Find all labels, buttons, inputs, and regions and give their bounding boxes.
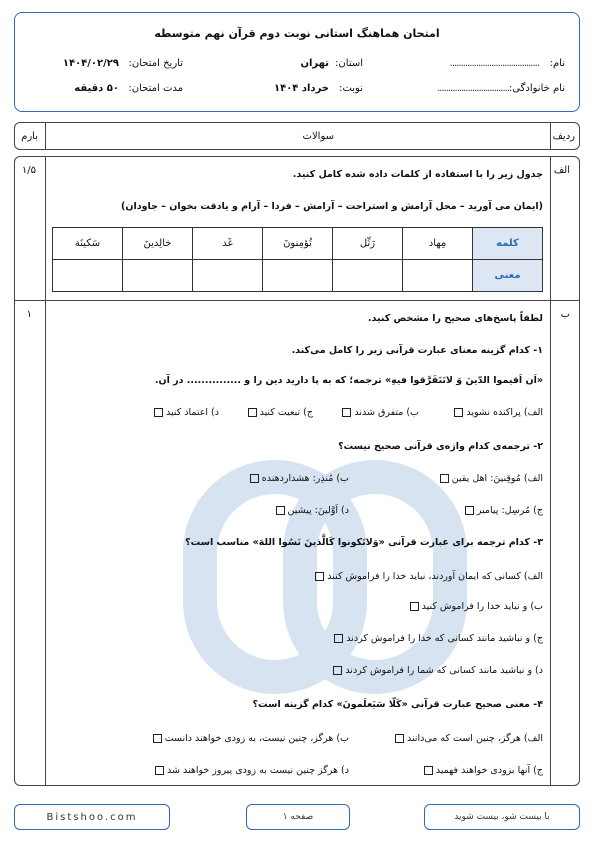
- question-1: ۱- کدام گزینه معنای عبارت قرآنی زیر را کامل می‌کند.: [291, 345, 543, 356]
- date-value: ۱۴۰۴/۰۲/۲۹: [62, 58, 119, 69]
- checkbox[interactable]: [395, 734, 404, 743]
- col-score-label: بارم: [21, 131, 38, 142]
- family-label: نام خانوادگی:: [508, 83, 565, 94]
- column-header: [14, 122, 580, 150]
- checkbox[interactable]: [342, 408, 351, 417]
- header-row-1: نام: ......................................... استان: تهران تاریخ امتحان: ۱۴۰۴/۰۲/۲۹: [62, 58, 565, 69]
- checkbox[interactable]: [248, 408, 257, 417]
- section-b-row: ب: [560, 309, 570, 320]
- question-4: ۴- معنی صحیح عبارت قرآنی «کَلّا سَیَعلَمونَ» کدام گزینه است؟: [252, 699, 543, 710]
- checkbox[interactable]: [315, 572, 324, 581]
- province-label: استان:: [335, 58, 363, 69]
- col-row-label: ردیف: [552, 131, 575, 142]
- meaning-cell[interactable]: [193, 260, 263, 292]
- table-row: [53, 228, 543, 260]
- q2-option-d[interactable]: د) اَوَّلینَ: پیشین: [273, 505, 349, 516]
- name-label: نام:: [549, 58, 565, 69]
- q1-option-b[interactable]: ب) متفرق شدند: [339, 407, 419, 418]
- checkbox[interactable]: [334, 634, 343, 643]
- checkbox[interactable]: [465, 506, 474, 515]
- checkbox[interactable]: [276, 506, 285, 515]
- meaning-cell[interactable]: [333, 260, 403, 292]
- q3-option-a[interactable]: الف) کسانی که ایمان آوردند، نباید خدا را فراموش کنند: [312, 571, 543, 582]
- province-value: تهران: [300, 58, 329, 69]
- exam-title: امتحان هماهنگ استانی نوبت دوم قرآن نهم متوسطه: [154, 27, 440, 40]
- header-row-2: نام خانوادگی: ................................. نوبت: خرداد ۱۴۰۴ مدت امتحان: ۵۰ دقیقه: [74, 83, 565, 94]
- question-1-verse: «اَن اَقیموا الدّینَ وَ لاتَتَفَرَّقوا فیهِ» ترجمه؛ که به پا دارید دین را و ............... در آن.: [154, 375, 543, 386]
- question-2: ۲- ترجمه‌ی کدام واژه‌ی قرآنی صحیح نیست؟: [338, 441, 543, 452]
- meaning-header: معنی: [473, 260, 543, 292]
- q2-option-b[interactable]: ب) مُنذِر: هشداردهنده: [247, 473, 349, 484]
- q3-option-d[interactable]: د) و نباشید مانند کسانی که شما را فراموش کردند: [330, 665, 543, 676]
- meaning-cell[interactable]: [123, 260, 193, 292]
- vocabulary-table: [52, 227, 543, 292]
- section-b-score: ۱: [26, 309, 32, 320]
- section-b-instruction: لطفاً پاسخ‌های صحیح را مشخص کنید.: [367, 313, 543, 324]
- word-cell: تُؤمِنونَ: [263, 228, 333, 260]
- meaning-cell[interactable]: [263, 260, 333, 292]
- q4-option-c[interactable]: ج) آنها بزودی خواهند فهمید: [421, 765, 543, 776]
- q4-option-d[interactable]: د) هرگز چنین نیست به زودی پیروز خواهند شد: [152, 765, 349, 776]
- q2-option-a[interactable]: الف) مُوقِنینَ: اهل یقین: [437, 473, 543, 484]
- questions-box: [14, 156, 580, 786]
- q1-option-d[interactable]: د) اعتماد کنید: [151, 407, 219, 418]
- checkbox[interactable]: [410, 602, 419, 611]
- meaning-cell[interactable]: [53, 260, 123, 292]
- checkbox[interactable]: [154, 408, 163, 417]
- q1-option-a[interactable]: الف) پراکنده نشوید: [451, 407, 543, 418]
- page-number: صفحه ۱: [246, 804, 350, 830]
- word-header: کلمه: [473, 228, 543, 260]
- checkbox[interactable]: [250, 474, 259, 483]
- word-cell: سَکینَة: [53, 228, 123, 260]
- word-cell: خالِدینَ: [123, 228, 193, 260]
- word-cell: رَتِّل: [333, 228, 403, 260]
- turn-label: نوبت:: [339, 83, 363, 94]
- q4-option-b[interactable]: ب) هرگز، چنین نیست، به زودی خواهند دانست: [150, 733, 349, 744]
- checkbox[interactable]: [424, 766, 433, 775]
- q1-option-c[interactable]: ج) تبعیت کنید: [245, 407, 313, 418]
- section-a-row: الف: [553, 165, 570, 176]
- word-cell: مِهاد: [403, 228, 473, 260]
- section-a-score: ۱/۵: [21, 165, 36, 176]
- q3-option-b[interactable]: ب) و نباید خدا را فراموش کنید: [407, 601, 543, 612]
- site-link[interactable]: Bistshoo.com: [14, 804, 170, 830]
- footer-slogan: با بیست شو، بیست شوید: [424, 804, 580, 830]
- duration-value: ۵۰ دقیقه: [74, 83, 119, 94]
- duration-label: مدت امتحان:: [128, 83, 183, 94]
- table-row: [53, 260, 543, 292]
- checkbox[interactable]: [333, 666, 342, 675]
- checkbox[interactable]: [153, 734, 162, 743]
- date-label: تاریخ امتحان:: [128, 58, 183, 69]
- checkbox[interactable]: [155, 766, 164, 775]
- section-a-instruction: جدول زیر را با استفاده از کلمات داده شده کامل کنید.: [292, 169, 543, 180]
- checkbox[interactable]: [440, 474, 449, 483]
- word-bank: (ایمان می آورید – محل آرامش و استراحت – آرامش – فردا – آرام و یادقت بخوان – جاودان): [121, 201, 543, 212]
- exam-header: [14, 12, 580, 112]
- q4-option-a[interactable]: الف) هرگز، چنین است که می‌دانند: [392, 733, 543, 744]
- col-questions-label: سوالات: [302, 131, 334, 142]
- q2-option-c[interactable]: ج) مُرسِل: پیامبر: [462, 505, 543, 516]
- q3-option-c[interactable]: ج) و نباشید مانند کسانی که خدا را فراموش کردند: [331, 633, 543, 644]
- turn-value: خرداد ۱۴۰۴: [273, 83, 329, 94]
- checkbox[interactable]: [454, 408, 463, 417]
- question-3: ۳- کدام ترجمه برای عبارت قرآنی «وَلاتَکونوا کَالَّذینَ نَسُوا اللهَ» مناسب است؟: [185, 537, 543, 548]
- word-cell: غَد: [193, 228, 263, 260]
- meaning-cell[interactable]: [403, 260, 473, 292]
